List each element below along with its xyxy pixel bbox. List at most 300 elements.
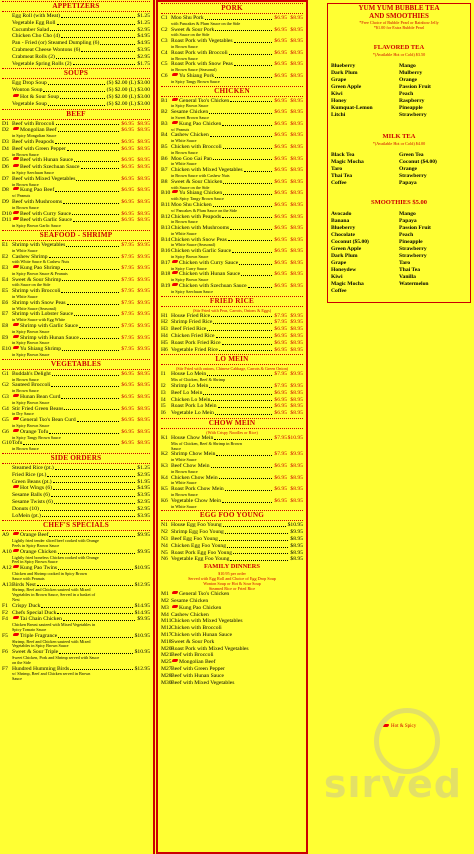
item-price: $6.95 [274,167,287,174]
section-note: (With Crispy Noodles or Rice) [206,430,258,436]
bubble-note-2: *$1.00 for Extra Bubble Pearl [373,25,425,30]
item-name: Chicken with Mixed Vegetables [171,167,243,174]
menu-item [2,54,150,61]
item-description: in Brown Sauce [12,388,39,394]
item-name: Chicken with Peapods [171,213,222,220]
item-price-large: $8.95 [137,428,150,435]
item-name: Beef with Garlic Sauce [20,217,73,224]
item-name: Kung Pao Shrimp [20,265,61,272]
chili-pepper-icon [13,217,19,220]
item-price-large: $8.95 [290,38,303,45]
item-name-wrap [171,591,303,598]
leader-dots [228,237,273,242]
item-price: $6.95 [274,225,287,232]
menu-item [161,639,303,646]
item-name: Vegetable Fried Rice [171,346,218,353]
item-price: $7.95 [274,435,287,442]
leader-dots [215,410,273,415]
menu-item [161,632,303,639]
item-price-large: $8.95 [290,190,303,197]
item-description: in Brown Sauce (Seasonal) [171,67,217,73]
item-number: B7 [161,167,168,174]
item-price: $6.95 [121,198,134,205]
item-description: on the Side [12,659,31,665]
menu-item [2,33,150,40]
item-price: $6.95 [274,178,287,185]
leader-dots [53,479,136,484]
chili-pepper-icon [13,549,19,552]
chili-pepper-icon [172,605,178,608]
item-price-large: $8.95 [137,175,150,182]
item-price-large: $9.95 [137,299,150,306]
item-description: with Sauce on the Side [171,184,210,190]
item-name: Yu Shiang Shrimp [20,346,62,353]
item-number: M1 [161,591,169,598]
item-number: B2 [161,109,168,116]
drink-item: Peach [399,91,414,97]
item-description: in Brown Sauce [171,149,198,155]
item-name-wrap [171,390,273,397]
item-name: Chicken with Hunan Sauce [179,271,241,278]
item-number: B4 [161,132,168,139]
item-name: Roast Pork with Broccoli [171,49,228,56]
item-price-large: $8.95 [137,417,150,424]
item-name: Mongolian Beef [20,127,57,134]
leader-dots [211,463,273,468]
item-price-large: $9.95 [137,265,150,272]
item-number: B19 [161,283,171,290]
item-price: $6.95 [121,138,134,145]
item-name-wrap [171,652,303,659]
chili-pepper-icon [13,265,19,268]
item-name-wrap [171,632,303,639]
menu-item [2,472,150,479]
leader-dots [211,397,272,402]
section-header: SIDE ORDERS [2,453,150,464]
item-name-wrap [171,598,303,605]
chili-pepper-icon [13,532,19,535]
item-price: $6.95 [274,283,287,290]
item-price: $2.95 [137,505,150,512]
item-name: Beef with Broccoli [171,652,214,659]
item-name: Beef with Peapods [12,138,54,145]
leader-dots [223,522,286,527]
item-price-large: $8.95 [290,486,303,493]
item-name: Stir Fried Green Beans [12,405,64,412]
menu-item [161,333,303,340]
item-price-large: $8.95 [137,198,150,205]
leader-dots [100,40,135,45]
item-price: $7.95 [274,383,287,390]
drink-item: Pineapple [399,239,423,245]
item-name: Steamed Rice (pt.) [12,465,54,471]
item-number: N3 [161,535,168,542]
leader-dots [248,283,273,288]
item-description: w/ Shrimp, Beef and Chicken served in Brown [12,671,91,677]
item-price-large: $8.95 [290,259,303,266]
menu-item [161,543,303,550]
item-number: M3 [161,604,169,611]
item-name: Sauteed Broccoli [12,382,51,389]
item-price-large: $8.95 [290,155,303,162]
item-price: $10.95 [134,649,150,656]
leader-dots [222,498,272,503]
item-price: $7.95 [121,323,134,330]
item-price: $6.95 [121,145,134,152]
menu-item [161,598,303,605]
item-number: K4 [161,474,168,481]
item-price: $6.95 [274,326,287,333]
item-name-wrap [171,333,273,340]
item-number: D10 [2,210,12,217]
item-price-large: $9.95 [290,451,303,458]
leader-dots [211,313,272,318]
menu-item [161,612,303,619]
menu-item [161,673,303,680]
leader-dots [213,319,272,324]
drink-item: Papaya [399,218,417,224]
item-description: in Brown Sauce [12,376,39,382]
item-name: Beef Chow Mein [171,463,210,469]
section-header: SEAFOOD - SHRIMP [2,230,150,241]
item-number: M30 [161,679,172,686]
section-note: Wonton Soup or Hot & Sour Soup [203,581,261,587]
item-number: K2 [161,451,168,458]
leader-dots [67,146,120,151]
item-price-large: $8.95 [137,120,150,127]
leader-dots [57,610,132,615]
bubble-tea-subtitle: AND SMOOTHIES [369,11,429,20]
item-description: Lightly fried boneless Chicken cooked with Orange [12,554,99,560]
leader-dots [210,132,273,137]
item-number: D11 [2,217,12,224]
drink-item: Blueberry [331,225,356,231]
item-description: w/ Peanuts [171,126,190,132]
item-name: Fried Rice (pt.) [12,471,47,478]
item-number: B14 [161,236,171,243]
item-description: in Spicy Curry Sauce [171,265,207,271]
menu-item [161,410,303,417]
menu-item [161,605,303,612]
menu-item [161,659,303,666]
item-price: $6.95 [274,339,287,346]
item-price-large: $9.95 [137,253,150,260]
item-name: Shrimp with Lobster Sauce [12,311,74,318]
item-number: H2 [161,319,168,326]
leader-dots [223,144,273,149]
item-price: $6.95 [274,410,287,417]
menu-item [2,485,150,492]
drink-item: Peach [399,232,414,238]
section-header: FAMILY DINNERS [204,563,260,571]
item-number: B3 [161,120,168,127]
item-price: $6.95 [274,497,287,504]
item-name-wrap [12,603,134,610]
section-note: Served with Egg Roll and Choice of Egg Drop Soup [188,576,276,582]
item-price-large: $8.95 [290,225,303,232]
item-number: M20 [161,645,172,652]
item-price-large: $8.95 [290,326,303,333]
item-price-large: $8.95 [290,143,303,150]
item-description: in White Sauce [12,247,38,253]
leader-dots [207,371,272,376]
item-price-large: $8.95 [290,389,303,396]
item-description: in Spicy Brown Sauce [12,423,50,429]
item-number: D2 [2,127,9,134]
item-price-large: $8.95 [290,49,303,56]
leader-dots [230,225,272,230]
item-name-wrap [12,94,106,101]
item-number: A10 [2,548,12,555]
item-price: $2.95 [137,498,150,505]
item-name: Shrimp with Snow Peas [12,299,66,306]
item-name-wrap [12,139,120,146]
item-price-large: $9.95 [137,276,150,283]
leader-dots [62,277,119,282]
menu-item [161,625,303,632]
leader-dots [59,649,132,654]
item-price: $6.95 [121,405,134,412]
item-name-wrap [12,40,136,47]
chili-pepper-icon [13,485,19,488]
section-header: CHOW MEIN [161,418,303,429]
drink-item: Magic Mocha [331,159,364,165]
item-number: E8 [2,323,9,330]
drink-item: Strawberry [399,112,427,118]
item-name: Sweet & Sour Triple [12,649,59,656]
section-note: $10.95 per order [218,571,246,577]
item-price: $3.95 [137,492,150,499]
item-name-wrap [171,403,273,410]
menu-column-middle [156,0,308,854]
item-price: $1.25 [137,13,150,19]
section-header: SOUPS [2,68,150,79]
leader-dots [58,127,120,132]
item-price: $3.95 [137,46,150,53]
item-price-large: $9.95 [137,346,150,353]
menu-item [161,680,303,687]
item-price: $6.95 [274,120,287,127]
leader-dots [216,333,273,338]
leader-dots [67,300,120,305]
menu-item [161,529,303,536]
item-name-wrap [171,383,273,390]
chili-pepper-icon [13,394,19,397]
item-price: $6.95 [274,15,287,21]
item-description: in White Sauce with Egg White [12,317,65,323]
item-name: Sweet & Sour Chicken [171,178,223,185]
item-name: Hunan Bean Curd [20,394,61,401]
item-name: Vegetable Soup [12,100,47,107]
item-description: Vegetables in Spicy Brown Sauce [12,643,69,649]
item-description: in Spicy Szechuan Sauce [12,169,54,175]
drink-item: Magic Mocha [331,281,364,287]
item-description: Peel in Spicy Brown Sauce [12,559,58,565]
item-number: B13 [161,225,171,232]
item-number: K6 [161,497,168,504]
bubble-tea-title: YUM YUM BUBBLE TEA [358,4,440,12]
item-name: Egg Drop Soup [12,80,47,87]
item-price-large: $8.95 [290,474,303,481]
item-price-large: $8.95 [290,248,303,255]
item-name-wrap [12,485,136,492]
item-name: Roast Pork with Mixed Vegetables [171,645,249,652]
item-price: $7.95 [274,312,287,319]
menu-item [2,139,150,146]
chili-pepper-icon [13,323,19,326]
item-name: General Tso's Chicken [179,591,230,598]
section-header: APPETIZERS [2,1,150,12]
item-name: Vegetable Egg Foo Young [171,556,230,563]
menu-item [161,652,303,659]
leader-dots [55,139,119,144]
item-number: E5 [2,288,9,295]
item-name: Orange Beef [20,532,49,539]
item-name: Donuts (10) [12,505,39,512]
item-price: (S) $2.00 (L) $3.00 [106,80,150,87]
chili-pepper-icon [13,346,19,349]
chili-pepper-icon [13,187,19,190]
item-price-large: $8.95 [290,61,303,68]
item-price: $6.95 [274,61,287,68]
item-name: Orange Tofu [20,428,49,435]
item-name: Roast Pork Lo Mein [171,403,217,410]
chili-pepper-icon [172,260,178,263]
item-name-wrap [12,479,136,486]
leader-dots [214,435,272,440]
item-price: $6.95 [121,440,134,447]
item-number: M18 [161,638,172,645]
item-number: C4 [161,49,168,56]
drink-item: Coconut ($5.00) [331,239,369,245]
chili-pepper-icon [13,211,19,214]
item-number: E2 [2,253,9,260]
item-description: with Pancakes & Plum Sauce on the Side [171,20,241,26]
item-price-large: $8.95 [290,15,303,21]
item-name: Vegetable Chow Mein [171,497,222,504]
item-name: LoMein (pt.) [12,512,41,519]
drink-item: Thai Tea [331,173,352,179]
item-number: D7 [2,175,9,182]
item-name: Vegetable Lo Mein [171,410,214,417]
item-price-large: $8.95 [137,145,150,152]
menu-item [161,666,303,673]
item-price: $6.95 [121,428,134,435]
item-description: with Spicy Tangy Brown Sauce [171,196,224,202]
item-name: House Chow Mein [171,435,214,442]
item-name: Kung Pao Twins [20,565,58,572]
item-name: Shrimp with Garlic Sauce [20,323,78,330]
menu-item [2,513,150,520]
item-description: in Brown Sauce [12,151,39,157]
item-number: N4 [161,542,168,549]
item-name-wrap [12,465,136,472]
item-price: $2.95 [137,26,150,33]
drink-item: Watermelon [399,281,429,287]
item-price: $6.95 [121,187,134,194]
item-price-large: $8.95 [137,405,150,412]
item-name: Beef Egg Foo Young [171,535,218,542]
item-name: Yu Shiang Chicken [179,190,223,197]
item-number: E6 [2,299,9,306]
drink-item: Chocolate [331,232,355,238]
item-price: $8.95 [290,556,303,563]
item-number: G6 [2,428,9,435]
item-name-wrap [171,543,289,550]
item-number: A9 [2,532,9,539]
item-price: $6.95 [274,346,287,353]
menu-item [161,618,303,625]
item-number: I6 [161,410,166,417]
menu-item [161,347,303,354]
drink-item: Blueberry [331,63,356,69]
item-price: $6.95 [121,417,134,424]
leader-dots [80,335,120,340]
drink-item: Green Apple [331,246,362,252]
chili-pepper-icon [13,417,19,420]
item-name: Beef with Green Pepper [12,145,66,152]
item-description: in Brown Sauce [171,468,198,474]
item-price: $12.95 [134,581,150,588]
item-price: $6.95 [274,333,287,340]
item-price-large: $9.95 [290,371,303,378]
item-price: $7.95 [274,319,287,326]
item-number: C6 [161,72,168,79]
item-price: $6.95 [274,26,287,33]
item-description: Lightly fried tender sliced beef cooked with Orange [12,538,99,544]
drink-item: Orange [399,77,418,83]
item-name: Hundred Humming Birds [12,665,70,672]
section-header: LO MEIN [161,354,303,365]
item-price: $12.95 [134,665,150,672]
leader-dots [239,260,272,265]
item-price: $6.95 [274,49,287,56]
item-description: with White Sauce & Cashew Nuts [12,259,70,265]
menu-item [2,101,150,108]
leader-dots [227,543,288,548]
item-name: Egg Roll (with Meat) [12,13,61,19]
item-number: B1 [161,97,168,104]
item-price: $7.95 [274,371,287,378]
menu-item [161,550,303,557]
item-name: Beef Lo Mein [171,389,203,396]
item-number: B17 [161,259,171,266]
item-price-large: $10.95 [287,435,303,442]
item-price: $7.95 [121,311,134,318]
chili-pepper-icon [13,127,19,130]
item-name-wrap [171,397,273,404]
item-name: Beef with Curry Sauce [20,210,72,217]
section-header: CHEF'S SPECIALS [2,520,150,531]
item-name: Moo Shu Chicken [171,201,212,208]
item-number: E9 [2,334,9,341]
leader-dots [230,556,288,561]
leader-dots [219,347,272,352]
section-note: (Stir Fried with Peas, Carrots, Onions & Eggs) [192,307,272,313]
item-name-wrap [12,47,136,54]
drink-item: Taro [331,166,343,172]
item-description: in Brown Sauce [12,181,39,187]
item-number: E7 [2,311,9,318]
item-name: Chicken with Hunan Sauce [171,631,233,638]
item-number: B6 [161,155,168,162]
leader-dots [77,417,120,422]
item-description: in White Sauce [171,457,197,463]
item-number: N1 [161,522,168,529]
item-name: Chicken Egg Foo Young [171,542,227,549]
item-price: $6.95 [274,132,287,139]
item-number: M17 [161,631,172,638]
